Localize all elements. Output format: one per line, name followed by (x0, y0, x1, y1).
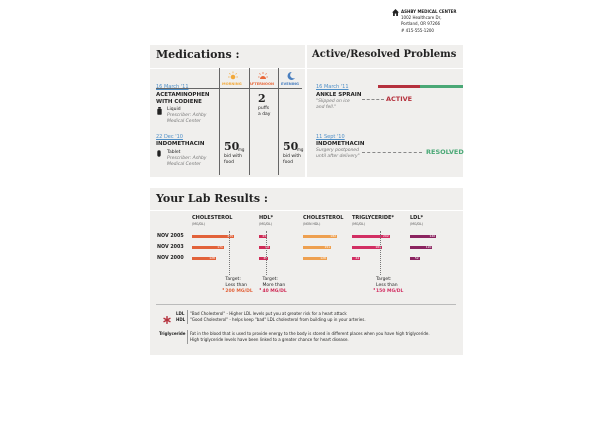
lab-bar (192, 235, 234, 238)
lab-bar (259, 246, 270, 249)
lab-bar-value: 128 (320, 256, 326, 260)
medication-prescriber-line-2: Medical Center (167, 162, 201, 167)
medicine-bottle-icon (157, 107, 162, 115)
footnote-separator (187, 310, 188, 324)
lab-target-line (380, 231, 381, 275)
lab-results-title: Your Lab Results : (156, 192, 268, 205)
lab-bar (410, 257, 420, 260)
pill-icon (157, 150, 161, 157)
clinic-address-1: 1002 Healthcare Dr, (401, 15, 442, 20)
problem-connector (362, 99, 384, 100)
problem-connector (362, 152, 422, 153)
asterisk-icon (163, 316, 171, 324)
lab-test-name: TRIGLYCERIDE* (352, 215, 395, 221)
lab-target-value: 200 MG/DL (225, 289, 253, 294)
lab-target-line (265, 231, 270, 275)
lab-target-label: Less than (225, 283, 247, 288)
column-morning: MORNING (222, 82, 242, 86)
moon-icon (286, 71, 296, 81)
problem-note-line-2: until after delivery" (316, 154, 360, 159)
lab-results-divider (150, 210, 463, 211)
medications-title: Medications : (156, 48, 240, 61)
column-afternoon: AFTERNOON (249, 82, 275, 86)
clinic-name: ASHBY MEDICAL CENTER (401, 9, 457, 14)
problem-date[interactable]: 11 Sept '10 (316, 134, 345, 140)
column-separator-3 (278, 68, 279, 175)
afternoon-dose-frequency: a day (258, 112, 271, 117)
problem-name: ANKLE SPRAIN (316, 92, 362, 98)
lab-target-line (229, 231, 230, 275)
lab-target-marker (373, 288, 375, 290)
footnote-text: Fat in the blood that is used to provide energy to the body is stored in different places when you have high triglyceride. (190, 331, 430, 336)
problems-title: Active/Resolved Problems (312, 49, 457, 60)
evening-dose-unit: mg (297, 147, 304, 152)
lab-test-name: LDL* (410, 215, 424, 221)
evening-dose: 50 (283, 140, 299, 153)
lab-test-unit: (MG/DL) (352, 222, 366, 226)
lab-results-panel (150, 188, 463, 355)
lab-target-marker (222, 288, 224, 290)
footnote-text: High triglyceride levels have been linked to a greater chance for heart disease. (190, 337, 349, 342)
lab-bar-value: 161 (375, 245, 382, 249)
lab-test-name: HDL* (259, 215, 274, 221)
problem-status-resolved: RESOLVED (426, 148, 464, 156)
lab-bar (303, 246, 331, 249)
lab-test-unit: (NON HDL) (303, 222, 321, 226)
lab-bar (192, 257, 216, 260)
problem-name: INDOMETHACIN (316, 141, 365, 147)
medication-name: INDOMETHACIN (156, 141, 205, 147)
lab-bar (303, 257, 327, 260)
problem-note: "Slipped on ice (316, 99, 350, 104)
column-separator-2 (249, 68, 250, 175)
lab-target-label: Target: (225, 277, 241, 282)
lab-year: NOV 2003 (157, 245, 184, 250)
medication-prescriber: Prescriber: Ashby (167, 113, 207, 118)
lab-bar (352, 235, 390, 238)
lab-test-name: CHOLESTEROL (303, 215, 344, 221)
sun-icon (227, 71, 239, 81)
lab-bar-value: 202 (383, 234, 389, 238)
footnote-separator (187, 330, 188, 344)
lab-bar (410, 235, 436, 238)
footnote-term: HDL (176, 317, 186, 322)
lab-bar-value: 44 (355, 256, 360, 260)
lab-target-label: More than (262, 283, 286, 288)
lab-bar (352, 246, 382, 249)
footnote-term: LDL (176, 311, 185, 316)
afternoon-dose: 2 (258, 92, 266, 105)
morning-dose-frequency: bid with (224, 154, 242, 159)
sunset-icon (257, 71, 269, 81)
lab-bar-value: 151 (324, 245, 331, 249)
medication-name-line-2: WITH CODIENE (156, 99, 202, 105)
morning-dose: 50 (224, 140, 240, 153)
lab-bar-value: 120 (425, 245, 432, 249)
lab-target-label: Target: (376, 277, 392, 282)
footnote-term: Triglyceride (159, 331, 186, 336)
lab-year: NOV 2000 (157, 256, 184, 261)
lab-target-marker (259, 288, 261, 290)
problem-note-line-2: and fell." (316, 105, 337, 110)
lab-test-unit: (MG/DL) (259, 222, 273, 226)
medications-divider (150, 68, 305, 69)
lab-bar (352, 257, 360, 260)
lab-bar-value: 225 (227, 234, 234, 238)
medication-name: ACETAMINOPHEN (156, 92, 210, 98)
morning-dose-frequency-line-2: food (224, 160, 234, 165)
lab-bar-value: 140 (429, 234, 436, 238)
problem-note: Surgery postponed (316, 148, 359, 153)
footnote-text: "Good Cholesterol" - helps keep "bad" LDL cholesterol from building up in your arteries. (190, 317, 366, 322)
problem-status-active: ACTIVE (386, 95, 413, 103)
lab-bar-value: 128 (209, 256, 215, 260)
lab-bar-value: 171 (217, 245, 223, 249)
lab-bar (410, 246, 432, 249)
problem-date[interactable]: 16 March '11 (316, 84, 349, 90)
lab-bar-value: 52 (414, 256, 419, 260)
medication-prescriber-line-2: Medical Center (167, 119, 201, 124)
lab-bar-value: 182 (330, 234, 337, 238)
column-separator-1 (219, 68, 220, 175)
lab-target-value: 40 MG/DL (262, 289, 287, 294)
lab-test-name: CHOLESTEROL (192, 215, 233, 221)
medication-date[interactable]: 16 March '11 (156, 84, 189, 90)
footnote-rule (156, 304, 456, 305)
evening-dose-frequency-line-2: food (283, 160, 293, 165)
evening-dose-frequency: bid with (283, 154, 301, 159)
medication-form: Liquid (167, 107, 181, 112)
medication-date[interactable]: 22 Dec '10 (156, 134, 183, 140)
lab-bar-value: 43 (262, 234, 267, 238)
lab-target-value: 150 MG/DL (376, 289, 404, 294)
lab-bar (303, 235, 337, 238)
lab-test-unit: (MG/DL) (192, 222, 206, 226)
problems-divider (307, 68, 463, 69)
lab-bar (192, 246, 224, 249)
problem-status-track (378, 85, 463, 88)
house-icon (392, 9, 399, 16)
resolved-segment (420, 85, 463, 88)
lab-bar-value: 49 (263, 256, 268, 260)
lab-bar-value: 60 (265, 245, 270, 249)
lab-year: NOV 2005 (157, 234, 184, 239)
clinic-address-2: Portland, OR 97266 (401, 21, 441, 26)
clinic-phone: # 415-555-1200 (401, 28, 434, 33)
footnote-text: "Bad Cholesterol" - Higher LDL levels put you at greater risk for a heart attack (190, 311, 347, 316)
lab-test-unit: (MG/DL) (410, 222, 424, 226)
medication-form: Tablet (167, 150, 181, 155)
active-segment (378, 85, 420, 88)
medication-prescriber: Prescriber: Ashby (167, 156, 207, 161)
lab-target-label: Less than (376, 283, 398, 288)
afternoon-dose-unit: puffs (258, 106, 270, 111)
lab-target-label: Target: (262, 277, 278, 282)
column-evening: EVENING (281, 82, 299, 86)
morning-dose-unit: mg (238, 147, 245, 152)
